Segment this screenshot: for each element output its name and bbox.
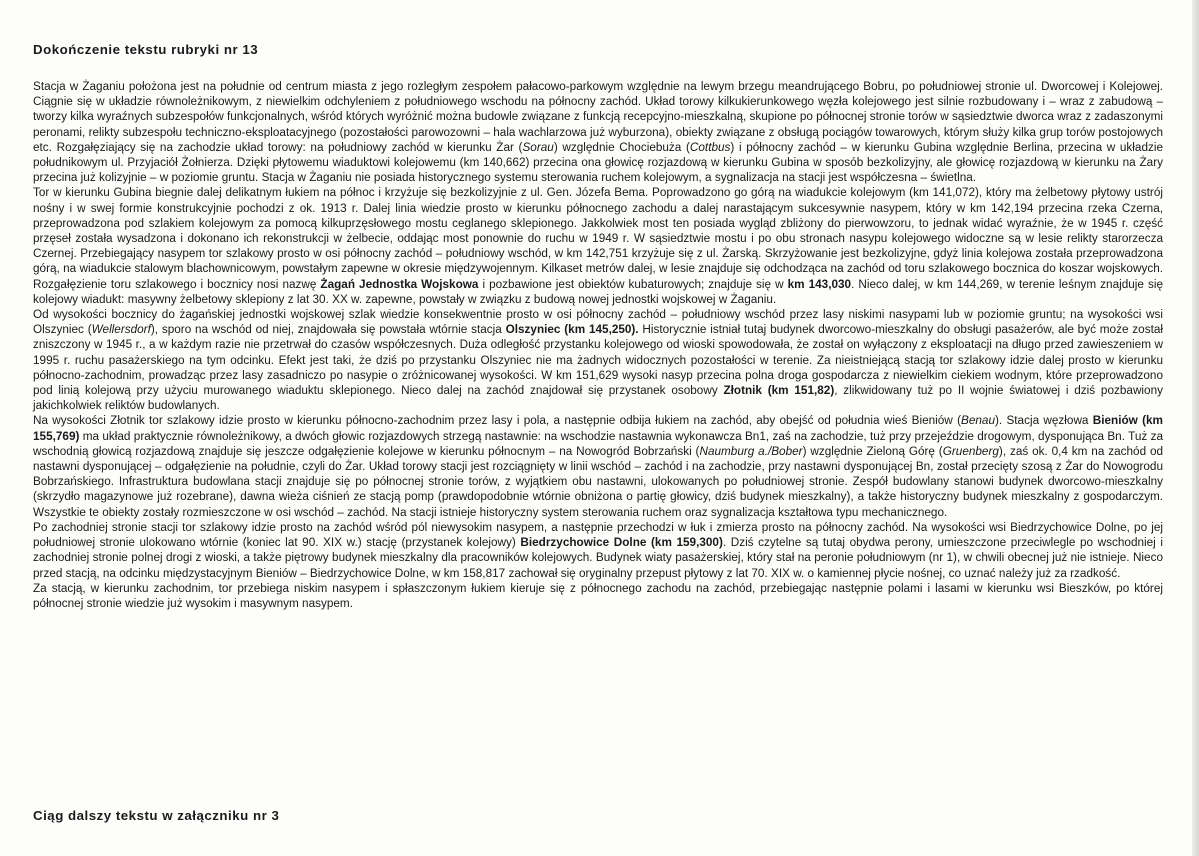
heading-top: Dokończenie tekstu rubryki nr 13 <box>33 42 259 57</box>
italic-text: Sorau <box>522 140 554 154</box>
italic-text: Cottbus <box>689 140 731 154</box>
text-segment: , zlikwidowany tuż po II wojnie światowej i dziś pozbawiony jakichkolwiek reliktów budowlanych. <box>33 384 1163 413</box>
text-segment: Historycznie istniał tutaj budynek dworcowo-mieszkalny do obsługi pasażerów, ale być może został zniszczony w 1945 r., a w każdym razie nie przetrwał do czasów współczesnych. Duża odległość przystanku kolejowego od wioski spowodowała, że został on wyłączony z eksploatacji na długo przed zawieszeniem w 1995 r. ruchu pasażerskiego na tym odcinku. Efekt jest taki, że dziś po przystanku Olszyniec nie ma żadnych widocznych pozostałości w terenie. Za nieistniejącą stacją tor szlakowy idzie dalej prosto w kierunku północno-zachodnim, prowadząc przez lasy zasadniczo po nasypie o zróżnicowanej wysokości. W km 151,629 wysoki nasyp przecina polna droga gospodarcza z niewielkim ciekiem wodnym, które przeprowadzono pod linią kolejową przy użyciu murowanego wiaduktu sklepionego. Nieco dalej na zachód znajdował się przystanek osobowy <box>33 323 1163 398</box>
text-segment: ), zaś ok. 0,4 km na zachód od nastawni dysponującej – odgałęzienie na południe, czyli do Żar. Układ torowy stacji jest rozciągnięty w linii wschód – zachód i na zachodzie, przy nastawni dysponującej Bn, został przecięty szosą z Żar do Nowogrodu Bobrzańskiego. Infrastruktura budowlana stacji znajduje się po północnej stronie torów, z wyjątkiem obu nastawni, ulokowanych po południowej stronie. Zespół budowlany stanowi budynek dworcowo-mieszkalny (skrzydło magazynowe już rozebrane), dawna wieża ciśnień ze stacją pomp (prawdopodobnie wtórnie obniżona o partię głowicy, dziś budynek mieszkalny), a także historyczny budynek mieszkalny z gospodarczym. Wszystkie te obiekty zostały rozmieszczone w osi wschód – zachód. Na stacji istnieje historyczny system sterowania ruchem oraz sygnalizacja kształtowa typu mechanicznego. <box>33 444 1164 519</box>
text-segment: ). Stacja węzłowa <box>994 414 1093 428</box>
paragraph <box>33 185 1163 307</box>
text-segment: i pozbawione jest obiektów kubaturowych; znajduje się w <box>478 277 788 291</box>
text-segment: ) i północny zachód – w kierunku Gubina względnie Berlina, przecina w układzie południkowym ul. Przyjaciół Żołnierza. Dzięki płytowemu wiaduktowi kolejowemu (km 140,662) przecina ona głowicę rozjazdową w kierunku Gubina w sposób bezkolizyjny, ale głowicę rozjazdową w kierunku na Żary przecina już kolizyjnie – w poziomie gruntu. Stacja w Żaganiu nie posiada historycznego systemu sterowania ruchem kolejowym, a sygnalizacja na stacji jest współczesna – świetlna. <box>33 140 1163 185</box>
paragraph <box>33 79 1163 185</box>
bold-text: Żagań Jednostka Wojskowa <box>320 277 479 291</box>
text-segment: Za stacją, w kierunku zachodnim, tor przebiega niskim nasypem i spłaszczonym łukiem kieruje się z północnego zachodu na zachód, przebiegając następnie polami i lasami w kierunku wsi Bieszków, po której północnej stronie wiedzie już wysokim i masywnym nasypem. <box>33 581 1163 610</box>
paragraph <box>33 413 1163 519</box>
text-segment: . Nieco dalej, w km 144,269, w terenie leśnym znajduje się kolejowy wiadukt: masywny żelbetowy sklepiony z lat 30. XX w. zapewne, powstały w związku z budową nowej jednostki wojskowej w Żaganiu. <box>33 277 1163 306</box>
italic-text: Wellersdorf <box>91 323 151 337</box>
bold-text: Olszyniec (km 145,250). <box>505 323 639 337</box>
paragraph <box>33 307 1163 413</box>
text-segment: ), sporo na wschód od niej, znajdowała się powstała wtórnie stacja <box>150 323 506 337</box>
text-segment: Na wysokości Złotnik tor szlakowy idzie prosto w kierunku północno-zachodnim przez lasy i pola, a następnie odbija łukiem na zachód, aby obejść od południa wieś Bieniów ( <box>33 414 961 428</box>
text-segment: ) względnie Chociebuża ( <box>553 140 690 154</box>
bold-text: Złotnik (km 151,82) <box>723 384 835 398</box>
italic-text: Naumburg a./Bober <box>699 444 803 458</box>
bold-text: Bieniów (km 155,769) <box>33 414 1163 443</box>
body-text <box>33 79 1163 611</box>
text-segment: ma układ praktycznie równoleżnikowy, a dwóch głowic rozjazdowych strzegą nastawnie: na wschodzie nastawnia wykonawcza Bn1, zaś na zachodzie, tuż przy przejeździe drogowym, dysponująca Bn. Tuż za wschodnią głowicą rozjazdową znajduje się jeszcze odgałęzienie kolejowe w kierunku północnym – na Nowogród Bobrzański ( <box>33 429 1163 458</box>
text-segment: Stacja w Żaganiu położona jest na południe od centrum miasta z jego rozległym zespołem pałacowo-parkowym względnie na lewym brzegu meandrującego Bobru, po południowej stronie ul. Dworcowej i Kolejowej. Ciągnie się w układzie równoleżnikowym, z niewielkim odchyleniem z południowego wschodu na północny zachód. Układ torowy kilkukierunkowego węzła kolejowego jest silnie rozbudowany i – wraz z zabudową – tworzy kilka wyraźnych subzespołów funkcjonalnych, wśród których wyróżnić można budowle związane z funkcją recepcyjno-mieszkalną, skupione po północnej stronie torów w sąsiedztwie dworca wraz z zadaszonymi peronami, relikty subzespołu techniczno-eksploatacyjnego (pozostałości parowozowni – hala wachlarzowa już wyburzona), obiekty związane z obsługą pociągów towarowych, którym służy kilka grup torów postojowych etc. Rozgałęziający się na zachodzie układ torowy: na południowy zachód w kierunku Żar ( <box>33 80 1163 154</box>
text-segment: ) względnie Zieloną Górę ( <box>802 444 943 458</box>
heading-bottom: Ciąg dalszy tekstu w załączniku nr 3 <box>33 808 280 823</box>
text-segment: . Dziś czytelne są tutaj obydwa perony, umieszczone przeciwlegle po wschodniej i zachodniej stronie polnej drogi z wioski, a także piętrowy budynek mieszkalny dla pracowników kolejowych. Budynek wiaty pasażerskiej, który stał na peronie południowym (nr 1), w chwili obecnej już nie istnieje. Nieco przed stacją, na odcinku międzystacyjnym Bieniów – Biedrzychowice Dolne, w km 158,817 zachował się oryginalny przepust płytowy z lat 70. XIX w. o kamiennej płycie nośnej, co uznać należy już za rzadkość. <box>33 536 1163 580</box>
text-segment: Tor w kierunku Gubina biegnie dalej delikatnym łukiem na północ i krzyżuje się bezkolizyjnie z ul. Gen. Józefa Bema. Poprowadzono go górą na wiadukcie kolejowym (km 141,072), który ma żelbetowy płytowy ustrój nośny i w swej formie konstrukcyjnie pochodzi z ok. 1913 r. Dalej linia wiedzie prosto w kierunku północnego zachodu a dalej narastającym sukcesywnie nasypem, który w km 142,194 przecina rzeka Czerna, przeprowadzona pod szlakiem kolejowym za pomocą kilkuprzęsłowego mostu ceglanego sklepionego. Jakkolwiek most ten posiada wygląd zbliżony do pierwowzoru, to jednak widać wyraźnie, że w 1945 r. część przęseł została wysadzona i dokonano ich rekonstrukcji w żelbecie, oddając most ponownie do ruchu w 1949 r. W sąsiedztwie mostu i po obu stronach nasypu kolejowego widoczne są w lesie relikty starorzecza Czernej. Przebiegający nasypem tor szlakowy prosto w osi północny zachód – południowy wschód, w km 142,751 krzyżuje się z ul. Żarską. Skrzyżowanie jest bezkolizyjne, gdyż linia kolejowa została przeprowadzona górą, na wiadukcie stalowym blachownicowym, powstałym zapewne w okresie międzywojennym. Kilkaset metrów dalej, w lesie znajduje się odchodząca na zachód od toru szlakowego bocznica do koszar wojskowych. Rozgałęzienie toru szlakowego i bocznicy nosi nazwę <box>33 186 1163 291</box>
italic-text: Gruenberg <box>942 444 999 458</box>
paragraph <box>33 581 1163 611</box>
paragraph <box>33 520 1163 581</box>
bold-text: km 143,030 <box>787 277 852 291</box>
text-segment: Po zachodniej stronie stacji tor szlakowy idzie prosto na zachód wśród pól niewysokim nasypem, a następnie przechodzi w łuk i zmierza prosto na północny zachód. Na wysokości wsi Biedrzychowice Dolne, po jej południowej stronie ulokowano wtórnie (koniec lat 90. XIX w.) stację (przystanek kolejowy) <box>33 520 1163 550</box>
italic-text: Benau <box>961 414 995 428</box>
bold-text: Biedrzychowice Dolne (km 159,300) <box>520 536 723 550</box>
text-segment: Od wysokości bocznicy do żagańskiej jednostki wojskowej szlak wiedzie konsekwentnie prosto w osi północny zachód – południowy wschód przez lasy niskimi nasypami lub w poziomie gruntu; na wysokości wsi Olszyniec ( <box>33 308 1163 337</box>
